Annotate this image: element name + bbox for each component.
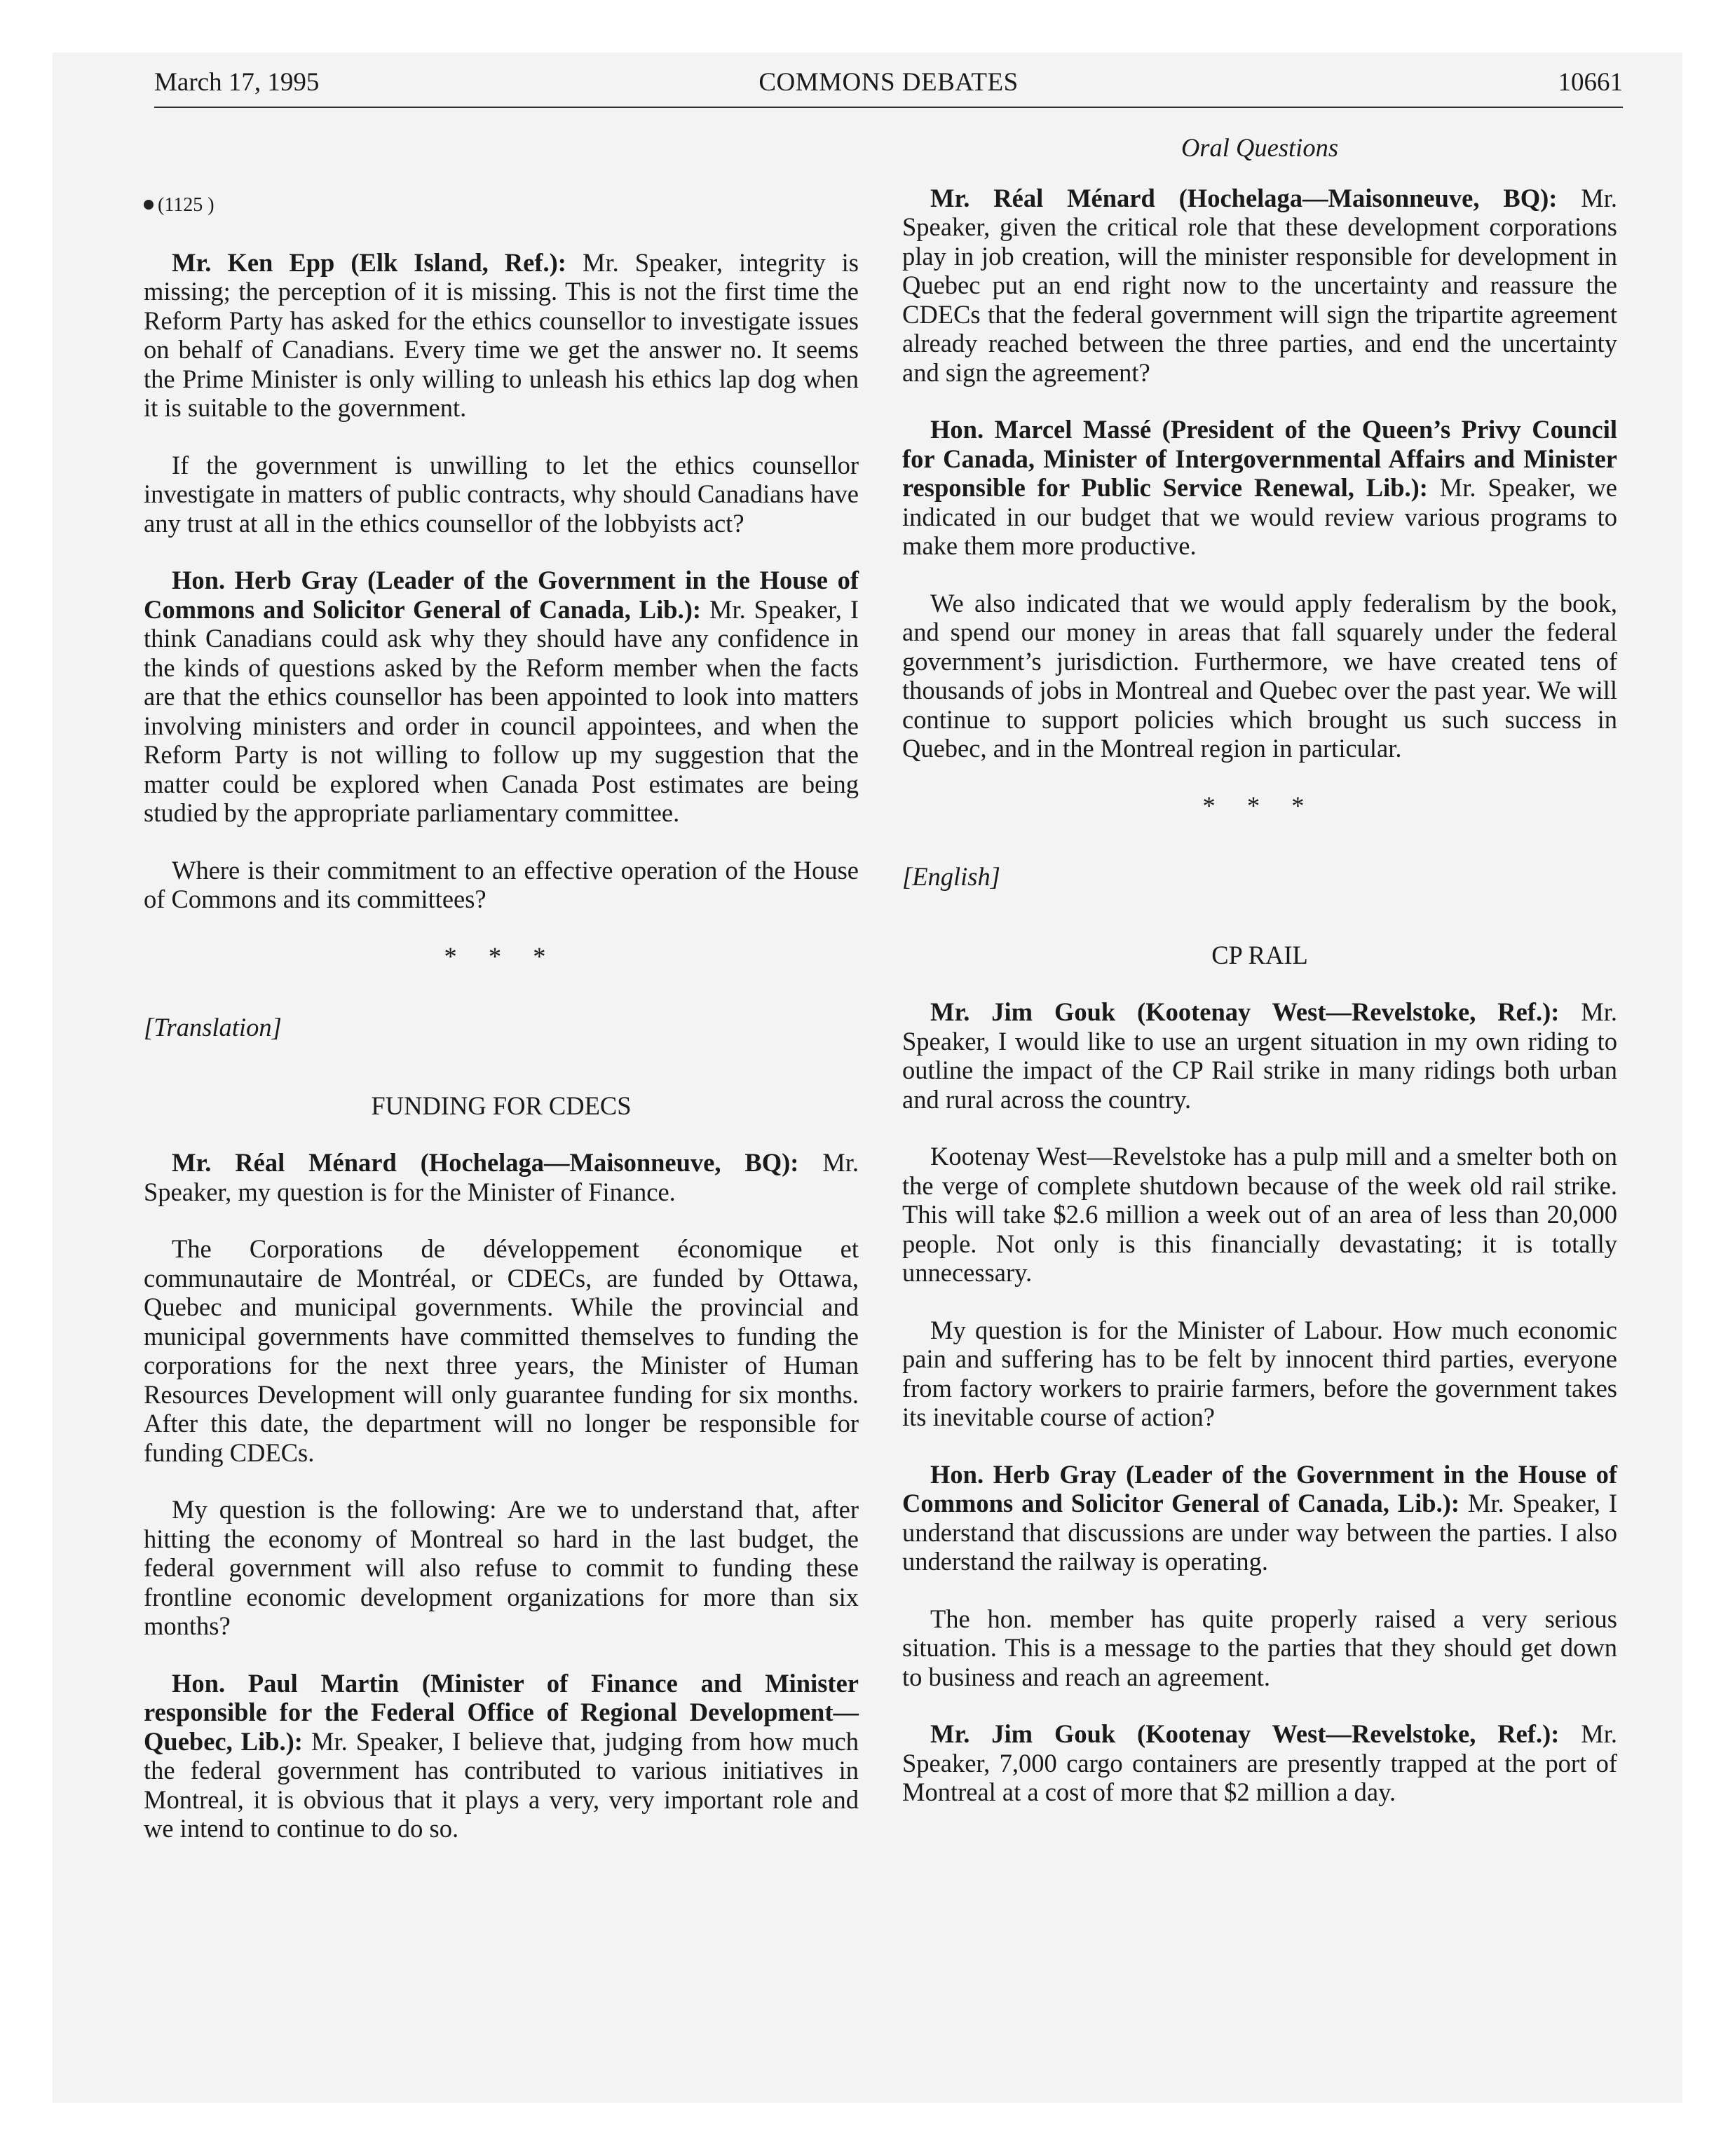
speech-text: Mr. Speaker, 7,000 cargo containers are presently trapped at the port of Montreal at a cost of more that $2 million a day. xyxy=(902,1719,1617,1806)
right-column xyxy=(902,133,1617,1835)
speech-paragraph: Where is their commitment to an effective operation of the House of Commons and its committees? xyxy=(144,855,859,913)
speech-paragraph: My question is for the Minister of Labour. How much economic pain and suffering has to be felt by innocent third parties, everyone from factory workers to prairie farmers, before the government takes its inevitable course of action? xyxy=(902,1315,1617,1431)
speech-text: Mr. Speaker, I understand that discussions are under way between the parties. I also understand the railway is operating. xyxy=(902,1489,1617,1576)
speech-text: Mr. Speaker, integrity is missing; the perception of it is missing. This is not the first time the Reform Party has asked for the ethics counsellor to investigate issues on behalf of Canadians. Every time we get the answer no. It seems the Prime Minister is only willing to unleash his ethics lap dog when it is suitable to the government. xyxy=(144,247,859,422)
speech-paragraph: The Corporations de développement économique et communautaire de Montréal, or CDECs, are funded by Ottawa, Quebec and municipal governments. While the provincial and municipal governments have committed themselves to funding the corporations for the next three years, the Minister of Human Resources Development will only guarantee funding for six months. After this date, the department will no longer be responsible for funding CDECs. xyxy=(144,1234,859,1467)
header-date: March 17, 1995 xyxy=(154,68,320,97)
speaker-name: Hon. Herb Gray (Leader of the Government in the House of Commons and Solicitor General of Canada, Lib.): xyxy=(144,566,859,624)
speech-text: Mr. Speaker, I think Canadians could ask why they should have any confidence in the kinds of questions asked by the Reform member when the facts are that the ethics counsellor has been appointed to look into matters involving ministers and order in council appointees, and when the Reform Party is not willing to follow up my suggestion that the matter could be explored when Canada Post estimates are being studied by the appropriate parliamentary committee. xyxy=(144,594,859,827)
speech-paragraph xyxy=(144,566,859,828)
header-title: COMMONS DEBATES xyxy=(758,68,1019,97)
speech-paragraph: We also indicated that we would apply federalism by the book, and spend our money in areas that fall squarely under the federal government’s jurisdiction. Furthermore, we have created tens of thousands of jobs in Montreal and Quebec over the past year. We will continue to support policies which brought us such success in Quebec, and in the Montreal region in particular. xyxy=(902,588,1617,763)
speaker-name: Hon. Herb Gray (Leader of the Government in the House of Commons and Solicitor General of Canada, Lib.): xyxy=(902,1459,1617,1517)
page-header xyxy=(154,67,1623,109)
speech-text: Mr. Speaker, I would like to use an urgent situation in my own riding to outline the impact of the CP Rail strike in many ridings both urban and rural across the country. xyxy=(902,997,1617,1114)
header-page-number: 10661 xyxy=(1558,68,1623,97)
speech-text: Mr. Speaker, given the critical role that these development corporations play in job creation, will the minister responsible for development in Quebec put an end right now to the uncertainty and reassure the CDECs that the federal government will sign the tripartite agreement already reached between the three parties, and end the uncertainty and sign the agreement? xyxy=(902,183,1617,387)
speech-text: Mr. Speaker, my question is for the Minister of Finance. xyxy=(144,1148,859,1206)
bullet-icon xyxy=(144,200,154,210)
time-marker xyxy=(144,191,859,220)
speaker-name: Mr. Jim Gouk (Kootenay West—Revelstoke, Ref.): xyxy=(930,997,1560,1026)
header-rule xyxy=(154,107,1623,108)
section-separator: * * * xyxy=(444,941,559,971)
speaker-name: Hon. Paul Martin (Minister of Finance and Minister responsible for the Federal Office of Regional Development—Quebec, Lib.): xyxy=(144,1668,859,1756)
left-column xyxy=(144,133,859,1871)
section-heading: FUNDING FOR CDECS xyxy=(371,1091,632,1120)
speech-paragraph xyxy=(902,1719,1617,1807)
running-head: Oral Questions xyxy=(1181,133,1339,162)
speech-paragraph: Kootenay West—Revelstoke has a pulp mill and a smelter both on the verge of complete shutdown because of the week old rail strike. This will take $2.6 million a week out of an area of less than 20,000 people. Not only is this financially devastating; it is totally unnecessary. xyxy=(902,1142,1617,1287)
language-tag: [English] xyxy=(902,862,1000,891)
language-tag: [Translation] xyxy=(144,1013,282,1042)
speech-paragraph xyxy=(902,997,1617,1114)
section-separator: * * * xyxy=(1202,791,1317,820)
speech-paragraph: The hon. member has quite properly raised a very serious situation. This is a message to the parties that they should get down to business and reach an agreement. xyxy=(902,1604,1617,1691)
speech-paragraph xyxy=(144,1148,859,1206)
speech-paragraph xyxy=(144,248,859,423)
speech-text: Mr. Speaker, I believe that, judging from how much the federal government has contributed to various initiatives in Montreal, it is obvious that it plays a very, very important role and we intend to continue to do so. xyxy=(144,1726,859,1843)
speaker-name: Mr. Jim Gouk (Kootenay West—Revelstoke, Ref.): xyxy=(930,1719,1560,1748)
speech-paragraph: If the government is unwilling to let the ethics counsellor investigate in matters of public contracts, why should Canadians have any trust at all in the ethics counsellor of the lobbyists act? xyxy=(144,450,859,538)
speech-paragraph xyxy=(902,1460,1617,1576)
speaker-name: Mr. Réal Ménard (Hochelaga—Maisonneuve, BQ): xyxy=(930,183,1558,212)
speaker-name: Hon. Marcel Massé (President of the Queen’s Privy Council for Canada, Minister of Intergovernmental Affairs and Minister responsible for Public Service Renewal, Lib.): xyxy=(902,415,1617,502)
speech-paragraph xyxy=(144,1669,859,1843)
speech-paragraph xyxy=(902,415,1617,561)
speech-paragraph xyxy=(902,184,1617,388)
speaker-name: Mr. Réal Ménard (Hochelaga—Maisonneuve, BQ): xyxy=(172,1148,799,1177)
speech-paragraph: My question is the following: Are we to understand that, after hitting the economy of Montreal so hard in the last budget, the federal government will also refuse to commit to funding these frontline economic development organizations for more than six months? xyxy=(144,1495,859,1640)
speech-text: Mr. Speaker, we indicated in our budget that we would review various programs to make them more productive. xyxy=(902,473,1617,560)
section-heading: CP RAIL xyxy=(1211,940,1308,969)
speaker-name: Mr. Ken Epp (Elk Island, Ref.): xyxy=(172,247,566,277)
time-marker-text: (1125 ) xyxy=(158,194,215,216)
